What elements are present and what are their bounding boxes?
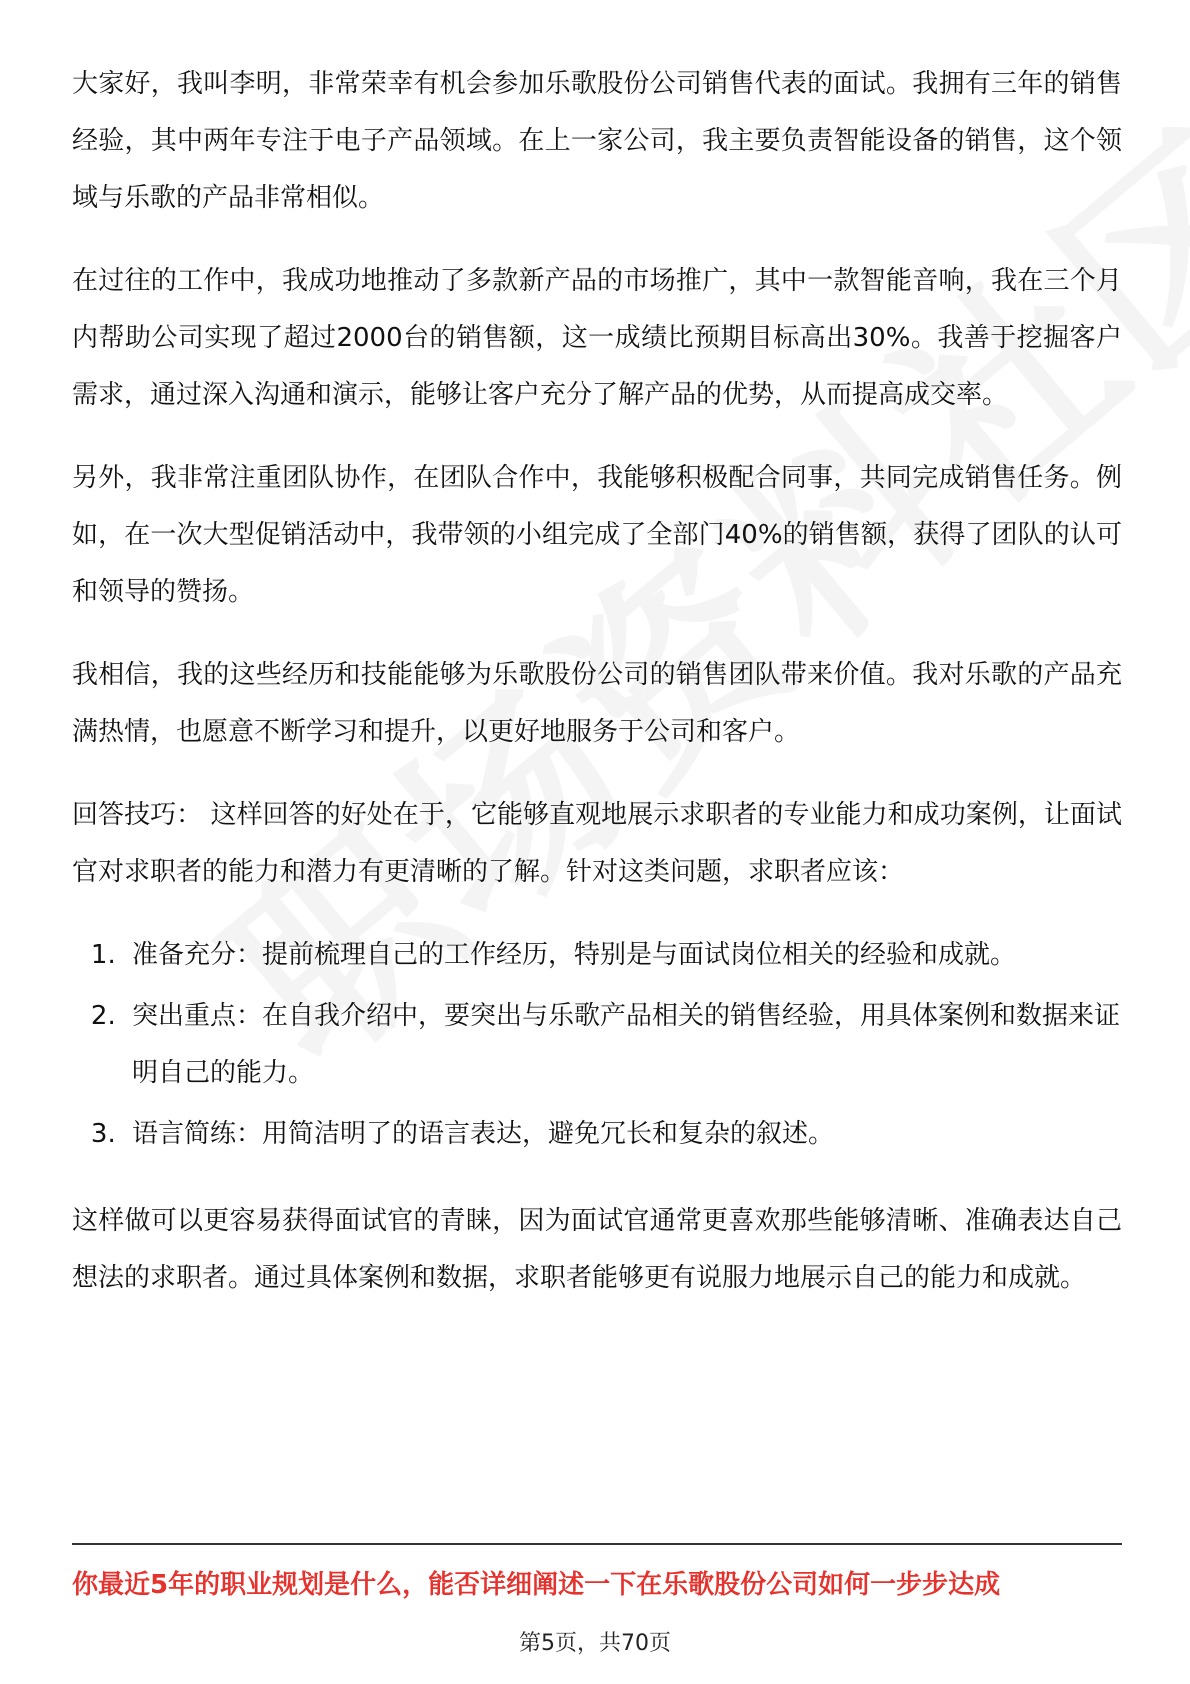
list-item: 3. 语言简练：用简洁明了的语言表达，避免冗长和复杂的叙述。 [124,1106,1122,1163]
list-item: 1. 准备充分：提前梳理自己的工作经历，特别是与面试岗位相关的经验和成就。 [124,927,1122,984]
page-number: 第5页，共70页 [519,1631,671,1656]
answer-paragraph-value: 我相信，我的这些经历和技能能够为乐歌股份公司的销售团队带来价值。我对乐歌的产品充满热情，也愿意不断学习和提升，以更好地服务于公司和客户。 [72,660,1122,747]
next-question-heading: 你最近5年的职业规划是什么，能否详细阐述一下在乐歌股份公司如何一步步达成 [72,1570,1001,1600]
answer-paragraph-achievements: 在过往的工作中，我成功地推动了多款新产品的市场推广，其中一款智能音响，我在三个月内帮助公司实现了超过2000台的销售额，这一成绩比预期目标高出30%。我善于挖掘客户需求，通过深入沟通和演示，能够让客户充分了解产品的优势，从而提高成交率。 [72,266,1122,410]
answer-paragraph-intro: 大家好，我叫李明，非常荣幸有机会参加乐歌股份公司销售代表的面试。我拥有三年的销售经验，其中两年专注于电子产品领域。在上一家公司，我主要负责智能设备的销售，这个领域与乐歌的产品非常相似。 [72,69,1122,213]
answer-content [72,56,1122,1333]
tips-list [72,927,1122,1163]
answer-paragraph-teamwork: 另外，我非常注重团队协作，在团队合作中，我能够积极配合同事，共同完成销售任务。例如，在一次大型促销活动中，我带领的小组完成了全部门40%的销售额，获得了团队的认可和领导的赞扬。 [72,463,1122,607]
section-divider [72,1543,1122,1545]
answer-tips-intro: 回答技巧： 这样回答的好处在于，它能够直观地展示求职者的专业能力和成功案例，让面试官对求职者的能力和潜力有更清晰的了解。针对这类问题，求职者应该： [72,800,1122,887]
list-item: 2. 突出重点：在自我介绍中，要突出与乐歌产品相关的销售经验，用具体案例和数据来证明自己的能力。 [124,988,1122,1102]
closing-paragraph: 这样做可以更容易获得面试官的青睐，因为面试官通常更喜欢那些能够清晰、准确表达自己想法的求职者。通过具体案例和数据，求职者能够更有说服力地展示自己的能力和成就。 [72,1206,1122,1293]
